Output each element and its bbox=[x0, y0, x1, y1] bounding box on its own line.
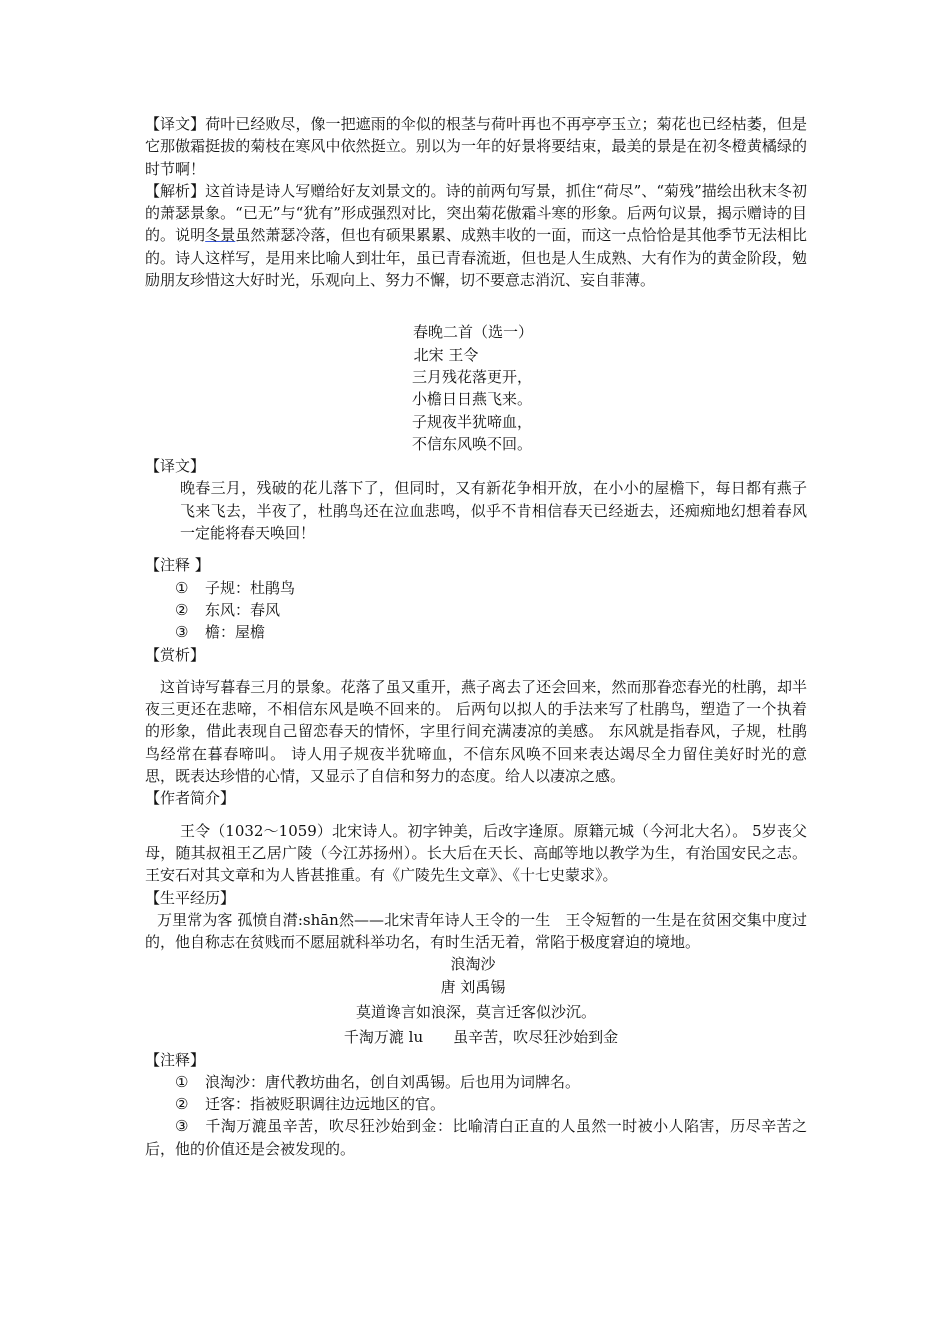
translation-text-2: 晚春三月，残破的花儿落下了，但同时，又有新花争相开放，在小小的屋檐下，每日都有燕子飞来飞去，半夜了，杜鹃鸟还在泣血悲鸣，似乎不肯相信春天已经逝去，还痴痴地幻想着春风一定能将春天唤回！ bbox=[180, 479, 807, 543]
poem-author: 北宋 王令 bbox=[413, 345, 479, 364]
note-text: 东风：春风 bbox=[205, 600, 281, 619]
poem-line: 小檐日日燕飞来。 bbox=[411, 390, 532, 409]
section-label-jiexi: 【解析】 bbox=[145, 181, 206, 200]
poem-chunwan bbox=[145, 321, 807, 455]
poem-line-2: 千淘万漉 lu 虽辛苦，吹尽狂沙始到金 bbox=[343, 1028, 619, 1047]
analysis-text-b: 虽然萧瑟冷落，但也有硕果累累、成熟丰收的一面，而这一点恰恰是其他季节无法相比的。诗人这样写，是用来比喻人到壮年，虽已青春流逝，但也是人生成熟、大有作为的黄金阶段，勉励朋友珍惜这大好时光，乐观向上、努力不懈，切不要意志消沉、妄自菲薄。 bbox=[145, 226, 807, 290]
note-number: ③ bbox=[175, 1117, 189, 1136]
note-number: ① bbox=[175, 1072, 189, 1091]
note-text: 迁客：指被贬职调往边远地区的官。 bbox=[205, 1095, 446, 1114]
section-label-zhushi-2: 【注释】 bbox=[145, 1050, 206, 1069]
analysis-paragraph bbox=[145, 180, 807, 291]
note-number: ③ bbox=[175, 623, 189, 642]
analysis-text-a: 这首诗是诗人写赠给好友刘景文的。诗的前两句写景，抓住“荷尽”、“菊残”描绘出秋末冬初的萧瑟景象。“已无”与“犹有”形成强烈对比，突出菊花傲霜斗寒的形象。后两句议景，揭示赠诗的目的。说明 bbox=[145, 181, 807, 245]
author-intro-paragraph: 王令（1032～1059）北宋诗人。初字钟美，后改字逢原。原籍元城（今河北大名）。 5岁丧父母，随其叔祖王乙居广陵（今江苏扬州）。长大后在天长、高邮等地以教学为生，有治国安民之志。王安石对其文章和为人皆甚推重。有《广陵先生文章》、《十七史蒙求》。 bbox=[145, 821, 807, 885]
note-text: 千淘万漉虽辛苦，吹尽狂沙始到金：比喻清白正直的人虽然一时被小人陷害，历尽辛苦之后，他的价值还是会被发现的。 bbox=[145, 1117, 807, 1158]
section-label-zhushi: 【注释 】 bbox=[145, 556, 210, 575]
translation-paragraph-2 bbox=[145, 477, 807, 544]
section-label-yiwen-2: 【译文】 bbox=[145, 457, 206, 476]
note-item bbox=[145, 1071, 807, 1093]
poem-title-2: 浪淘沙 bbox=[450, 955, 496, 974]
poem-line: 三月残花落更开， bbox=[411, 367, 532, 386]
poem-line: 不信东风唤不回。 bbox=[411, 434, 532, 453]
note-number: ② bbox=[175, 600, 189, 619]
translation-text: 荷叶已经败尽，像一把遮雨的伞似的根茎与荷叶再也不再亭亭玉立；菊花也已经枯萎，但是它那傲霜挺拔的菊枝在寒风中依然挺立。别以为一年的好景将要结束，最美的景是在初冬橙黄橘绿的时节啊！ bbox=[145, 115, 807, 178]
document-page bbox=[145, 113, 807, 1160]
appreciation-paragraph: 这首诗写暮春三月的景象。花落了虽又重开，燕子离去了还会回来，然而那眷恋春光的杜鹃，却半夜三更还在悲啼，不相信东风是唤不回来的。 后两句以拟人的手法来写了杜鹃鸟，塑造了一个执着的形象，借此表现自己留恋春天的情怀，字里行间充满凄凉的美感。 东风就是指春风，子规，杜鹃鸟经常在暮春啼叫。 诗人用子规夜半犹啼血，不信东风唤不回来表达竭尽全力留住美好时光的意思，既表达珍惜的心情，又显示了自信和努力的态度。给人以凄凉之感。 bbox=[145, 677, 807, 786]
section-label-yiwen: 【译文】 bbox=[145, 115, 206, 133]
note-number: ② bbox=[175, 1095, 189, 1114]
poem-line-2: 莫道谗言如浪深，莫言迁客似沙沉。 bbox=[355, 1002, 596, 1021]
note-number: ① bbox=[175, 578, 189, 597]
analysis-underlined-word: 冬景 bbox=[205, 226, 236, 245]
poem-langtaosha bbox=[145, 953, 807, 1048]
poem-author-2: 唐 刘禹锡 bbox=[440, 977, 506, 996]
note-item bbox=[145, 1115, 807, 1160]
note-text: 子规：杜鹃鸟 bbox=[205, 578, 296, 597]
note-text: 檐：屋檐 bbox=[205, 623, 266, 642]
translation-paragraph-1 bbox=[145, 113, 807, 180]
note-item bbox=[145, 599, 807, 621]
poem-title: 春晚二首（选一） bbox=[412, 323, 533, 342]
note-item bbox=[145, 1093, 807, 1115]
section-label-life: 【生平经历】 bbox=[145, 888, 236, 907]
note-item bbox=[145, 621, 807, 643]
section-label-shangxi: 【赏析】 bbox=[145, 645, 206, 664]
note-item bbox=[145, 577, 807, 599]
poem-line: 子规夜半犹啼血， bbox=[411, 412, 532, 431]
life-paragraph: 万里常为客 孤愤自潸:shān然——北宋青年诗人王令的一生 王令短暂的一生是在贫困交集中度过的，他自称志在贫贱而不愿屈就科举功名，有时生活无着，常陷于极度窘迫的境地。 bbox=[145, 910, 807, 952]
note-text: 浪淘沙：唐代教坊曲名，创自刘禹锡。后也用为词牌名。 bbox=[205, 1072, 581, 1091]
section-label-author-intro: 【作者简介】 bbox=[145, 789, 236, 808]
